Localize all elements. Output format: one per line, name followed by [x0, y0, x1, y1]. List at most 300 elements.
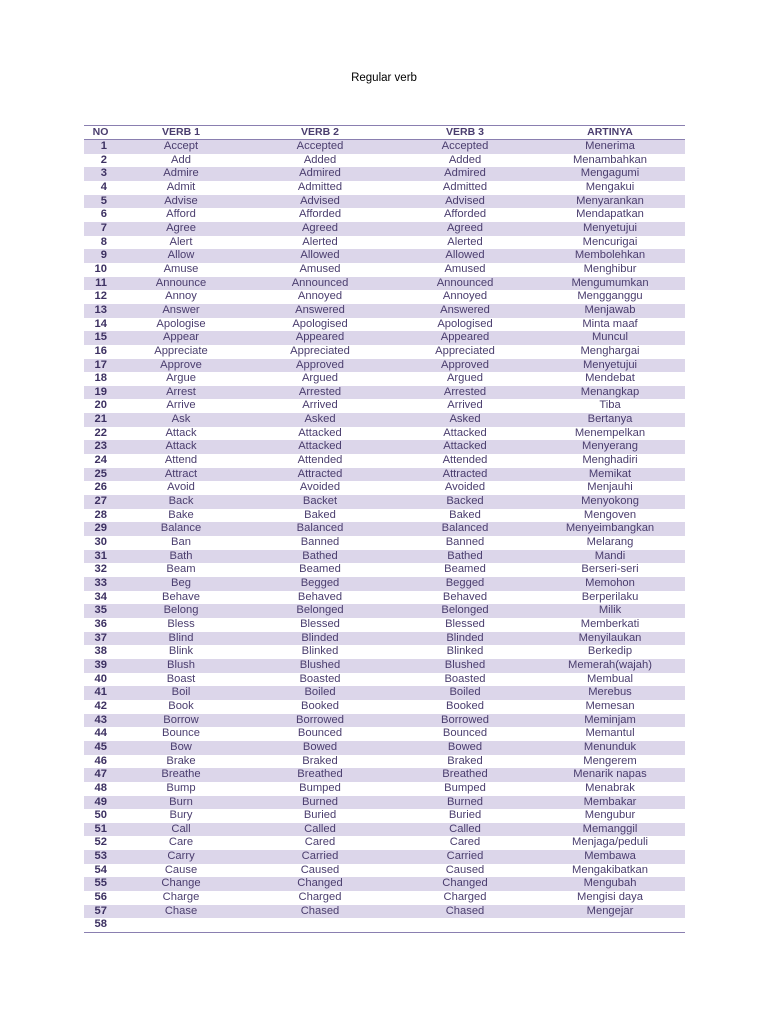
header-verb-3: VERB 3 — [446, 126, 484, 138]
table-row — [84, 877, 685, 891]
cell-verb-1: Approve — [160, 358, 202, 371]
table-row — [84, 481, 685, 495]
cell-artinya: Menunduk — [583, 740, 637, 753]
cell-verb-3: Bumped — [444, 781, 486, 794]
cell-verb-1: Afford — [166, 208, 196, 221]
cell-no: 46 — [94, 754, 107, 767]
cell-verb-1: Argue — [166, 372, 196, 385]
cell-artinya: Berkedip — [587, 645, 633, 658]
table-row — [84, 768, 685, 782]
cell-verb-2: Bowed — [302, 740, 338, 753]
cell-verb-2: Buried — [303, 809, 337, 822]
table-row — [84, 345, 685, 359]
cell-no: 25 — [94, 467, 107, 480]
cell-verb-2: Borrowed — [296, 713, 344, 726]
cell-artinya: Menjawab — [584, 303, 636, 316]
cell-verb-2 — [245, 918, 395, 932]
cell-verb-3: Announced — [436, 276, 494, 289]
table-row — [84, 154, 685, 168]
cell-verb-2: Beamed — [299, 563, 341, 576]
cell-artinya: Memantul — [585, 727, 635, 740]
cell-verb-1: Attract — [164, 467, 198, 480]
table-row — [84, 727, 685, 741]
cell-verb-2: Booked — [301, 699, 339, 712]
table-row — [84, 509, 685, 523]
cell-verb-3: Booked — [446, 699, 484, 712]
cell-no: 40 — [94, 672, 107, 685]
cell-verb-2: Called — [304, 822, 336, 835]
cell-artinya: Menyerang — [582, 440, 638, 453]
cell-artinya: Membawa — [584, 850, 636, 863]
cell-verb-3: Added — [448, 153, 482, 166]
table-row — [84, 550, 685, 564]
cell-verb-3: Blinked — [446, 645, 484, 658]
cell-verb-2: Carried — [301, 850, 339, 863]
table-row — [84, 714, 685, 728]
cell-verb-3: Arrested — [443, 385, 487, 398]
cell-verb-2: Amused — [299, 262, 341, 275]
cell-artinya: Mencurigai — [582, 235, 638, 248]
cell-verb-1: Ban — [171, 536, 191, 549]
table-row — [84, 468, 685, 482]
table-row — [84, 413, 685, 427]
cell-verb-1: Back — [168, 495, 194, 508]
cell-verb-2: Bumped — [299, 781, 341, 794]
table-row — [84, 304, 685, 318]
cell-verb-2: Admired — [299, 167, 341, 180]
cell-no: 39 — [94, 658, 107, 671]
cell-verb-3: Attacked — [443, 426, 487, 439]
table-row — [84, 632, 685, 646]
cell-verb-2: Blushed — [299, 658, 341, 671]
cell-no: 11 — [95, 276, 107, 289]
cell-verb-1: Accept — [163, 140, 199, 152]
cell-no: 20 — [94, 399, 107, 412]
cell-verb-1: Book — [168, 699, 194, 712]
cell-verb-2: Afforded — [298, 208, 342, 221]
table-row — [84, 755, 685, 769]
cell-verb-2: Allowed — [300, 249, 340, 262]
cell-no: 32 — [94, 563, 107, 576]
table-row — [84, 290, 685, 304]
cell-verb-3: Alerted — [447, 235, 483, 248]
cell-no: 35 — [94, 604, 107, 617]
cell-verb-2: Approved — [296, 358, 344, 371]
cell-verb-1: Care — [168, 836, 194, 849]
cell-verb-3: Borrowed — [441, 713, 489, 726]
cell-artinya: Menarik napas — [573, 768, 647, 781]
cell-verb-1: Appear — [162, 331, 200, 344]
cell-no: 7 — [100, 221, 107, 234]
cell-no: 12 — [94, 290, 107, 303]
table-row — [84, 700, 685, 714]
cell-verb-3: Boiled — [449, 686, 481, 699]
cell-verb-3: Apologised — [437, 317, 493, 330]
cell-verb-1: Ask — [171, 413, 191, 426]
cell-artinya: Menempelkan — [574, 426, 646, 439]
cell-no: 38 — [94, 645, 107, 658]
table-row — [84, 263, 685, 277]
cell-no: 8 — [100, 235, 107, 248]
cell-verb-2: Blinded — [301, 631, 339, 644]
cell-verb-2: Burned — [301, 795, 339, 808]
cell-verb-1: Chase — [164, 904, 198, 917]
cell-artinya: Muncul — [591, 331, 629, 344]
cell-no: 36 — [94, 617, 107, 630]
cell-verb-2: Appeared — [295, 331, 345, 344]
cell-verb-1: Answer — [162, 303, 200, 316]
cell-artinya: Mengubur — [584, 809, 636, 822]
cell-no: 29 — [94, 522, 107, 535]
cell-verb-2: Argued — [301, 372, 339, 385]
table-row — [84, 864, 685, 878]
cell-verb-3: Buried — [448, 809, 482, 822]
table-row — [84, 277, 685, 291]
cell-verb-1: Carry — [167, 850, 195, 863]
cell-no: 2 — [100, 153, 107, 166]
cell-no: 50 — [94, 809, 107, 822]
table-row — [84, 522, 685, 536]
cell-verb-2: Annoyed — [297, 290, 343, 303]
table-row — [84, 782, 685, 796]
table-row — [84, 659, 685, 673]
cell-no: 9 — [100, 249, 107, 262]
cell-verb-1: Bury — [169, 809, 193, 822]
cell-no: 55 — [94, 877, 107, 890]
cell-verb-1: Agree — [166, 221, 196, 234]
cell-verb-3: Avoided — [444, 481, 486, 494]
cell-artinya: Bertanya — [587, 413, 633, 426]
cell-verb-3: Caused — [445, 863, 485, 876]
cell-verb-1: Bow — [170, 740, 192, 753]
cell-artinya: Menyeimbangkan — [565, 522, 655, 535]
page-title: Regular verb — [351, 72, 417, 84]
cell-verb-2: Blinked — [301, 645, 339, 658]
cell-verb-2: Cared — [304, 836, 336, 849]
cell-verb-2: Attacked — [298, 426, 342, 439]
cell-verb-2: Announced — [291, 276, 349, 289]
cell-verb-3: Begged — [445, 577, 485, 589]
cell-verb-3: Bowed — [447, 740, 483, 753]
cell-no: 15 — [94, 331, 107, 344]
cell-verb-3: Baked — [449, 508, 481, 521]
table-row — [84, 577, 685, 591]
cell-verb-2: Backet — [302, 495, 338, 508]
cell-verb-3: Blessed — [445, 617, 485, 630]
cell-artinya: Merebus — [588, 686, 632, 699]
cell-no: 33 — [94, 577, 107, 589]
cell-verb-3: Annoyed — [442, 290, 488, 303]
table-row — [84, 823, 685, 837]
table-row — [84, 536, 685, 550]
cell-no: 14 — [94, 317, 107, 330]
cell-artinya: Memikat — [588, 467, 632, 480]
cell-verb-1: Brake — [166, 754, 196, 767]
cell-verb-2: Attacked — [298, 440, 342, 453]
table-row — [84, 236, 685, 250]
cell-verb-2: Baked — [304, 508, 336, 521]
cell-no: 16 — [94, 344, 107, 357]
cell-verb-3: Boasted — [444, 672, 486, 685]
cell-verb-1: Behave — [162, 590, 200, 603]
cell-verb-2: Apologised — [292, 317, 348, 330]
cell-no: 13 — [94, 303, 107, 316]
table-row — [84, 249, 685, 263]
cell-artinya: Meminjam — [584, 713, 636, 726]
table-header-row — [84, 126, 685, 140]
cell-verb-1: Admire — [163, 167, 199, 180]
cell-verb-2: Boiled — [304, 686, 336, 699]
cell-no: 27 — [94, 495, 107, 508]
cell-artinya: Memberkati — [580, 617, 640, 630]
cell-no: 10 — [94, 262, 107, 275]
cell-verb-1: Bump — [166, 781, 196, 794]
cell-verb-1: Blush — [167, 658, 195, 671]
cell-verb-2: Attracted — [297, 467, 343, 480]
cell-verb-1: Attack — [165, 426, 197, 439]
cell-verb-1 — [117, 918, 245, 932]
cell-verb-2: Alerted — [302, 235, 338, 248]
cell-verb-1: Call — [171, 822, 191, 835]
cell-artinya: Mandi — [594, 549, 626, 562]
cell-verb-2: Braked — [302, 754, 338, 767]
table-row — [84, 167, 685, 181]
cell-artinya: Mengakibatkan — [572, 863, 648, 876]
cell-verb-1: Bath — [169, 549, 193, 562]
cell-no: 49 — [94, 795, 107, 808]
cell-no: 54 — [94, 863, 107, 876]
header-no: NO — [92, 126, 109, 138]
cell-artinya: Mengisi daya — [577, 891, 643, 904]
cell-artinya: Menerima — [585, 140, 635, 152]
cell-artinya: Mengerem — [583, 754, 637, 767]
cell-verb-3: Appeared — [440, 331, 490, 344]
cell-no: 58 — [94, 918, 107, 931]
cell-verb-3: Backed — [446, 495, 484, 508]
cell-artinya: Mengubah — [583, 877, 637, 890]
table-row — [84, 741, 685, 755]
cell-verb-3: Blushed — [444, 658, 486, 671]
cell-artinya: Membakar — [583, 795, 637, 808]
cell-verb-2: Breathed — [297, 768, 343, 781]
table-row — [84, 331, 685, 345]
cell-verb-2: Blessed — [300, 617, 340, 630]
cell-verb-1: Change — [161, 877, 201, 890]
table-row — [84, 591, 685, 605]
cell-verb-2: Attended — [297, 454, 343, 467]
cell-no: 45 — [94, 740, 107, 753]
cell-verb-3: Blinded — [446, 631, 484, 644]
cell-no: 18 — [94, 372, 107, 385]
cell-verb-3: Beamed — [444, 563, 486, 576]
cell-verb-1: Attend — [164, 454, 198, 467]
cell-verb-1: Borrow — [163, 713, 199, 726]
cell-verb-1: Cause — [164, 863, 198, 876]
table-row — [84, 399, 685, 413]
table-row — [84, 208, 685, 222]
cell-verb-1: Boil — [171, 686, 191, 699]
table-row — [84, 181, 685, 195]
cell-verb-3: Attended — [442, 454, 488, 467]
cell-verb-3: Burned — [446, 795, 484, 808]
cell-artinya: Mendebat — [585, 372, 635, 385]
cell-artinya: Mengagumi — [580, 167, 640, 180]
cell-verb-3: Accepted — [441, 140, 489, 152]
cell-verb-1: Beg — [171, 577, 191, 589]
cell-verb-2: Agreed — [301, 221, 339, 234]
cell-no: 57 — [94, 904, 107, 917]
cell-verb-2: Changed — [297, 877, 343, 890]
cell-verb-3: Attacked — [443, 440, 487, 453]
cell-verb-1: Advise — [164, 194, 198, 207]
cell-verb-1: Arrive — [166, 399, 196, 412]
cell-verb-2: Begged — [300, 577, 340, 589]
cell-verb-1: Bake — [168, 508, 194, 521]
cell-no: 5 — [100, 194, 107, 207]
cell-artinya: Milik — [598, 604, 622, 617]
cell-verb-3: Admired — [444, 167, 486, 180]
cell-artinya: Memanggil — [582, 822, 638, 835]
cell-verb-2: Arrived — [302, 399, 338, 412]
cell-verb-1: Annoy — [165, 290, 197, 303]
cell-no: 53 — [94, 850, 107, 863]
verb-table — [84, 125, 685, 933]
table-row — [84, 222, 685, 236]
cell-verb-1: Attack — [165, 440, 197, 453]
cell-verb-1: Balance — [160, 522, 202, 535]
table-row — [84, 495, 685, 509]
cell-verb-2: Accepted — [296, 140, 344, 152]
cell-artinya: Menyarankan — [576, 194, 644, 207]
cell-artinya: Minta maaf — [582, 317, 638, 330]
header-verb-1: VERB 1 — [162, 126, 200, 138]
cell-no: 22 — [94, 426, 107, 439]
cell-verb-1: Blink — [168, 645, 194, 658]
cell-no: 48 — [94, 781, 107, 794]
cell-verb-1: Allow — [167, 249, 195, 262]
cell-verb-1: Bounce — [162, 727, 200, 740]
cell-verb-2: Answered — [295, 303, 345, 316]
cell-verb-1: Apologise — [156, 317, 206, 330]
cell-no: 56 — [94, 891, 107, 904]
cell-no: 24 — [94, 454, 107, 467]
cell-artinya: Melarang — [586, 536, 634, 549]
cell-artinya: Menghibur — [583, 262, 637, 275]
cell-verb-3: Changed — [442, 877, 488, 890]
cell-verb-1: Alert — [169, 235, 193, 248]
table-row — [84, 809, 685, 823]
cell-artinya: Menangkap — [580, 385, 640, 398]
cell-no: 3 — [100, 167, 107, 180]
cell-verb-2: Bathed — [302, 549, 338, 562]
cell-verb-2: Boasted — [299, 672, 341, 685]
cell-artinya: Menyilaukan — [578, 631, 642, 644]
cell-no: 43 — [94, 713, 107, 726]
cell-verb-2: Asked — [304, 413, 336, 426]
cell-no: 31 — [94, 549, 107, 562]
cell-no: 23 — [94, 440, 107, 453]
cell-artinya: Menambahkan — [572, 153, 647, 166]
cell-verb-3: Answered — [440, 303, 490, 316]
cell-verb-3: Asked — [449, 413, 481, 426]
cell-verb-2: Added — [303, 153, 337, 166]
cell-verb-2: Belonged — [296, 604, 344, 617]
table-row — [84, 686, 685, 700]
table-row — [84, 891, 685, 905]
cell-no: 44 — [94, 727, 107, 740]
cell-verb-3: Braked — [447, 754, 483, 767]
table-row — [84, 359, 685, 373]
cell-artinya: Memerah(wajah) — [568, 658, 652, 671]
cell-artinya — [535, 918, 685, 932]
cell-no: 41 — [94, 686, 107, 699]
cell-verb-3: Cared — [449, 836, 481, 849]
cell-artinya: Mengoven — [583, 508, 637, 521]
cell-verb-1: Announce — [155, 276, 207, 289]
cell-verb-3 — [395, 918, 535, 932]
cell-no: 51 — [94, 822, 107, 835]
table-row — [84, 454, 685, 468]
cell-artinya: Menjauhi — [587, 481, 633, 494]
cell-verb-1: Avoid — [167, 481, 195, 494]
cell-artinya: Mengganggu — [577, 290, 643, 303]
cell-verb-3: Admitted — [442, 180, 488, 193]
cell-verb-1: Bless — [167, 617, 195, 630]
table-row — [84, 427, 685, 441]
table-row — [84, 195, 685, 209]
cell-verb-3: Charged — [443, 891, 487, 904]
cell-no: 37 — [94, 631, 107, 644]
table-row — [84, 386, 685, 400]
cell-verb-3: Bounced — [442, 727, 488, 740]
cell-artinya: Berperilaku — [581, 590, 639, 603]
cell-verb-3: Breathed — [442, 768, 488, 781]
table-row — [84, 905, 685, 919]
cell-artinya: Menyokong — [581, 495, 639, 508]
table-row — [84, 318, 685, 332]
cell-verb-2: Appreciated — [290, 344, 350, 357]
cell-verb-3: Amused — [444, 262, 486, 275]
cell-verb-2: Chased — [300, 904, 340, 917]
cell-no: 4 — [100, 180, 107, 193]
cell-verb-3: Chased — [445, 904, 485, 917]
cell-no: 6 — [100, 208, 107, 221]
cell-artinya: Mengakui — [585, 180, 635, 193]
cell-no: 17 — [94, 358, 107, 371]
cell-verb-2: Charged — [298, 891, 342, 904]
cell-no: 52 — [94, 836, 107, 849]
cell-verb-2: Admitted — [297, 180, 343, 193]
table-row — [84, 850, 685, 864]
table-row — [84, 372, 685, 386]
cell-verb-3: Agreed — [446, 221, 484, 234]
table-row — [84, 796, 685, 810]
table-row — [84, 645, 685, 659]
cell-verb-3: Balanced — [441, 522, 489, 535]
cell-verb-3: Appreciated — [435, 344, 495, 357]
cell-verb-2: Avoided — [299, 481, 341, 494]
cell-verb-1: Blind — [168, 631, 194, 644]
cell-no: 34 — [94, 590, 107, 603]
cell-artinya: Membolehkan — [574, 249, 646, 262]
cell-verb-1: Belong — [163, 604, 199, 617]
cell-artinya: Berseri-seri — [581, 563, 639, 576]
cell-verb-3: Called — [449, 822, 481, 835]
cell-artinya: Menabrak — [585, 781, 635, 794]
cell-artinya: Mendapatkan — [576, 208, 644, 221]
cell-no: 1 — [100, 140, 107, 152]
cell-artinya: Memesan — [585, 699, 635, 712]
